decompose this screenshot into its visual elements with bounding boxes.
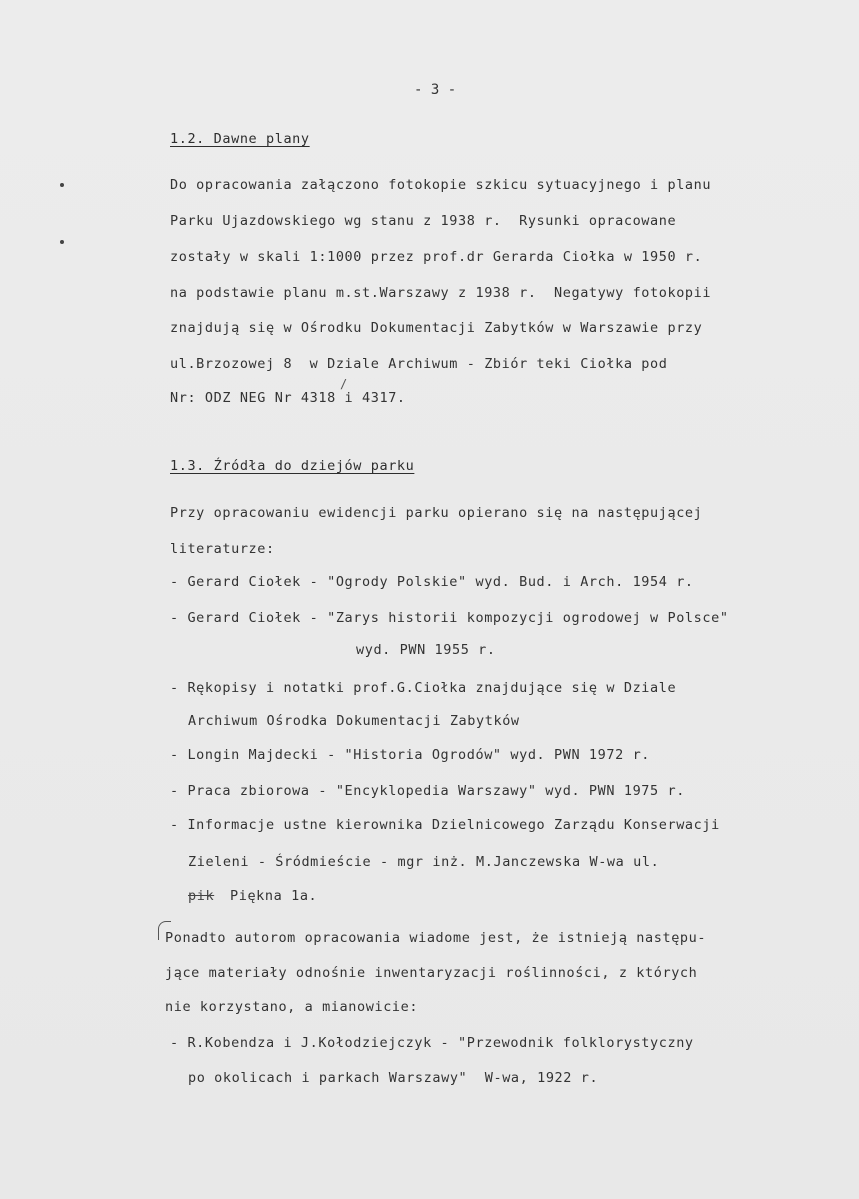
paragraph-line: literaturze:	[170, 541, 275, 557]
list-item-continuation: wyd. PWN 1955 r.	[356, 642, 496, 658]
section-heading-1-3: 1.3. Źródła do dziejów parku	[170, 458, 415, 474]
paragraph-line: Do opracowania załączono fotokopie szkicu sytuacyjnego i planu	[170, 177, 712, 193]
list-item-continuation: Piękna 1a.	[230, 888, 318, 904]
paragraph-line: Nr: ODZ NEG Nr 4318 i 4317.	[170, 390, 406, 406]
list-item: - Praca zbiorowa - "Encyklopedia Warszawy" wyd. PWN 1975 r.	[170, 783, 685, 799]
list-item: - Longin Majdecki - "Historia Ogrodów" wyd. PWN 1972 r.	[170, 747, 651, 763]
paragraph-line: zostały w skali 1:1000 przez prof.dr Gerarda Ciołka w 1950 r.	[170, 249, 703, 265]
binder-hole-bottom	[60, 240, 64, 244]
paragraph-line: Parku Ujazdowskiego wg stanu z 1938 r. Rysunki opracowane	[170, 213, 677, 229]
paragraph-line: nie korzystano, a mianowicie:	[165, 999, 419, 1015]
paragraph-line: ul.Brzozowej 8 w Dziale Archiwum - Zbiór teki Ciołka pod	[170, 356, 668, 372]
list-item: - Gerard Ciołek - "Zarys historii kompozycji ogrodowej w Polsce"	[170, 610, 729, 626]
list-item-continuation: po okolicach i parkach Warszawy" W-wa, 1922 r.	[188, 1070, 599, 1086]
section-heading-1-2: 1.2. Dawne plany	[170, 131, 310, 147]
paragraph-line: jące materiały odnośnie inwentaryzacji roślinności, z których	[165, 965, 698, 981]
list-item: - R.Kobendza i J.Kołodziejczyk - "Przewodnik folklorystyczny	[170, 1035, 694, 1051]
list-item-continuation: Zieleni - Śródmieście - mgr inż. M.Janczewska W-wa ul.	[188, 854, 660, 870]
paragraph-line: Przy opracowaniu ewidencji parku opierano się na następującej	[170, 505, 703, 521]
list-item: - Informacje ustne kierownika Dzielnicowego Zarządu Konserwacji	[170, 817, 720, 833]
paragraph-line: Ponadto autorom opracowania wiadome jest, że istnieją następu-	[165, 930, 707, 946]
paragraph-line: na podstawie planu m.st.Warszawy z 1938 r. Negatywy fotokopii	[170, 285, 712, 301]
list-item-continuation: Archiwum Ośrodka Dokumentacji Zabytków	[188, 713, 520, 729]
list-item: - Gerard Ciołek - "Ogrody Polskie" wyd. Bud. i Arch. 1954 r.	[170, 574, 694, 590]
struck-text: pik	[188, 888, 215, 904]
pencil-mark: /	[340, 377, 348, 391]
paragraph-line: znajdują się w Ośrodku Dokumentacji Zabytków w Warszawie przy	[170, 320, 703, 336]
list-item: - Rękopisy i notatki prof.G.Ciołka znajdujące się w Dziale	[170, 680, 677, 696]
page-number: - 3 -	[414, 82, 457, 98]
binder-hole-top	[60, 183, 64, 187]
